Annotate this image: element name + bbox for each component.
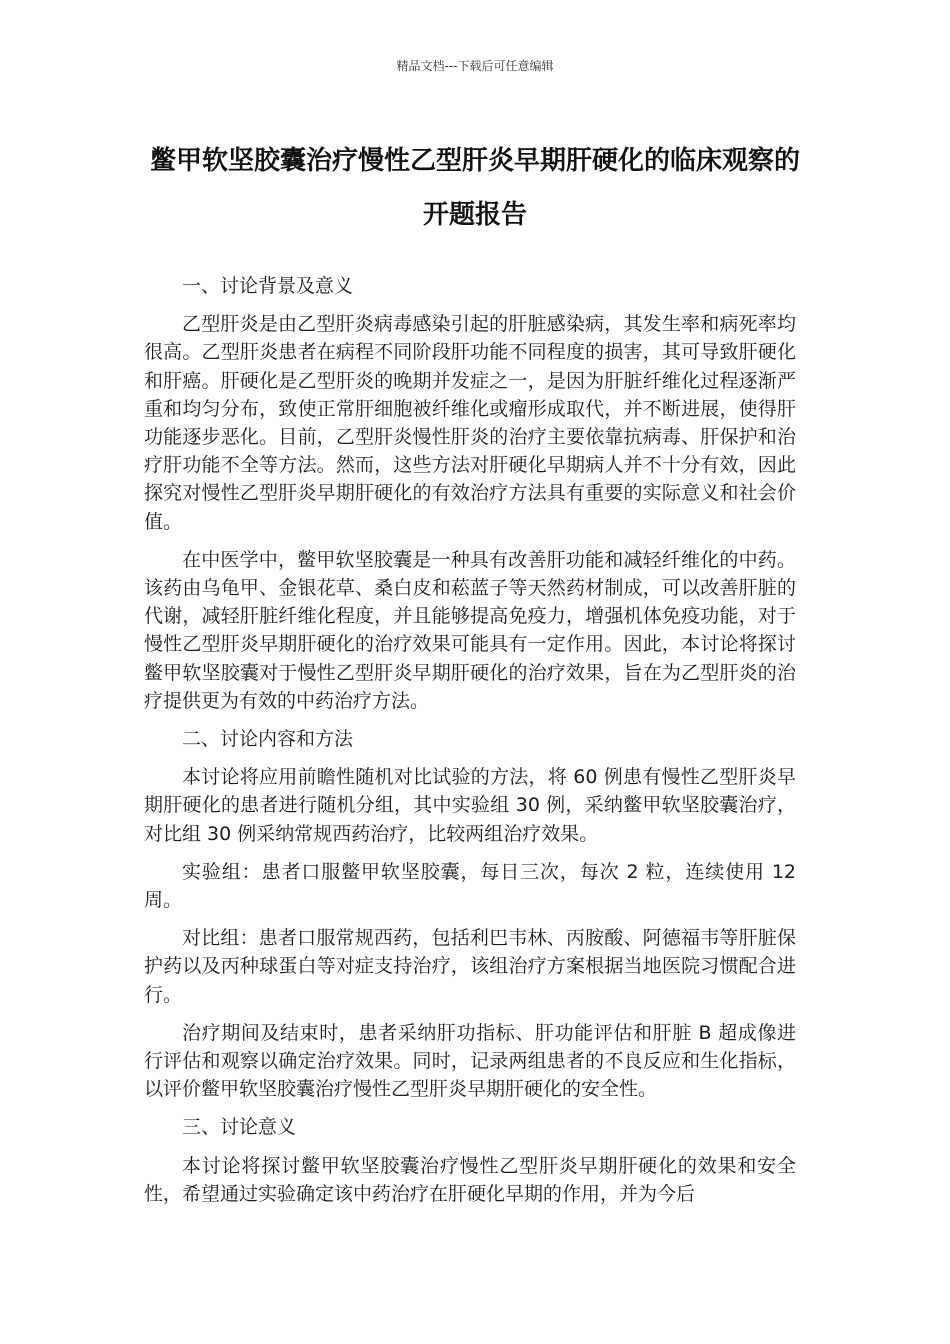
header-note: 精品文档---下载后可任意编辑 bbox=[396, 59, 554, 73]
paragraph-hepatitis-background: 乙型肝炎是由乙型肝炎病毒感染引起的肝脏感染病，其发生率和病死率均很高。乙型肝炎患者在病程不同阶段肝功能不同程度的损害，其可导致肝硬化和肝癌。肝硬化是乙型肝炎的晚期并发症之一，是因为肝脏纤维化过程逐渐严重和均匀分布，致使正常肝细胞被纤维化或瘤形成取代，并不断进展，使得肝功能逐步恶化。目前，乙型肝炎慢性肝炎的治疗主要依靠抗病毒、肝保护和治疗肝功能不全等方法。然而，这些方法对肝硬化早期病人并不十分有效，因此探究对慢性乙型肝炎早期肝硬化的有效治疗方法具有重要的实际意义和社会价值。 bbox=[144, 313, 796, 533]
paragraph-control-group: 对比组：患者口服常规西药，包括利巴韦林、丙胺酸、阿德福韦等肝脏保护药以及丙种球蛋白等对症支持治疗，该组治疗方案根据当地医院习惯配合进行。 bbox=[144, 927, 796, 1006]
section-heading-methods: 二、讨论内容和方法 bbox=[182, 728, 354, 751]
document-title: 鳖甲软坚胶囊治疗慢性乙型肝炎早期肝硬化的临床观察的开题报告 bbox=[149, 146, 800, 230]
section-heading-significance: 三、讨论意义 bbox=[182, 1116, 297, 1139]
section-heading-background: 一、讨论背景及意义 bbox=[182, 275, 354, 297]
paragraph-trial-design: 本讨论将应用前瞻性随机对比试验的方法，将 60 例患有慢性乙型肝炎早期肝硬化的患者进行随机分组，其中实验组 30 例，采纳鳖甲软坚胶囊治疗，对比组 30 例采纳常规西药治疗，比较两组治疗效果。 bbox=[144, 766, 796, 845]
paragraph-evaluation: 治疗期间及结束时，患者采纳肝功指标、肝功能评估和肝脏 B 超成像进行评估和观察以确定治疗效果。同时，记录两组患者的不良反应和生化指标，以评价鳖甲软坚胶囊治疗慢性乙型肝炎早期肝硬化的安全性。 bbox=[144, 1021, 796, 1101]
document-body bbox=[144, 272, 796, 1218]
paragraph-significance: 本讨论将探讨鳖甲软坚胶囊治疗慢性乙型肝炎早期肝硬化的效果和安全性，希望通过实验确定该中药治疗在肝硬化早期的作用，并为今后 bbox=[144, 1154, 796, 1205]
paragraph-tcm-capsule: 在中医学中，鳖甲软坚胶囊是一种具有改善肝功能和减轻纤维化的中药。该药由乌龟甲、金银花草、桑白皮和菘蓝子等天然药材制成，可以改善肝脏的代谢，减轻肝脏纤维化程度，并且能够提高免疫力，增强机体免疫功能，对于慢性乙型肝炎早期肝硬化的治疗效果可能具有一定作用。因此，本讨论将探讨鳖甲软坚胶囊对于慢性乙型肝炎早期肝硬化的治疗效果，旨在为乙型肝炎的治疗提供更为有效的中药治疗方法。 bbox=[144, 548, 796, 712]
paragraph-experimental-group: 实验组：患者口服鳖甲软坚胶囊，每日三次，每次 2 粒，连续使用 12 周。 bbox=[144, 860, 796, 912]
